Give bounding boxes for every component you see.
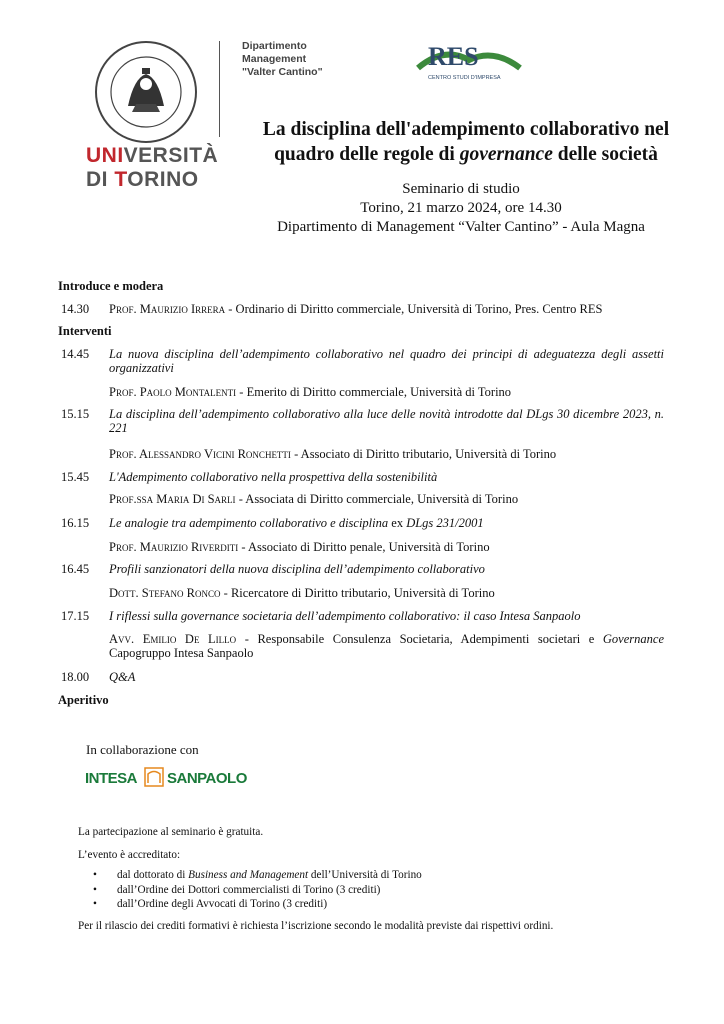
- res-logo: [414, 38, 524, 82]
- intro-heading: Introduce e modera: [58, 279, 164, 293]
- talk-speaker: Prof. Maurizio Riverditi - Associato di Diritto penale, Università di Torino: [109, 540, 490, 554]
- talk-speaker: Prof. Paolo Montalenti - Emerito di Diritto commerciale, Università di Torino: [109, 385, 512, 399]
- intro-speaker-row: Prof. Maurizio Irrera - Ordinario di Diritto commerciale, Università di Torino, Pres. Centro RES: [109, 302, 603, 316]
- university-seal-icon: [94, 40, 198, 144]
- talk-speaker: Prof.ssa Maria Di Sarli - Associata di Diritto commerciale, Università di Torino: [109, 492, 519, 506]
- logo-divider: [219, 41, 220, 137]
- talk-speaker: Prof. Alessandro Vicini Ronchetti - Associato di Diritto tributario, Università di Torino: [109, 447, 557, 461]
- list-item: • dall’Ordine degli Avvocati di Torino (3 crediti): [93, 898, 328, 910]
- talk-time: 15.15: [61, 407, 90, 421]
- qa-time: 18.00: [61, 670, 90, 684]
- intro-time: 14.30: [61, 302, 90, 316]
- talk-time: 16.15: [61, 516, 90, 530]
- aperitivo-heading: Aperitivo: [58, 693, 109, 707]
- intesa-text: INTESA: [85, 770, 138, 787]
- talk-time: 15.45: [61, 470, 90, 484]
- event-details: Seminario di studio Torino, 21 marzo 2024, ore 14.30 Dipartimento di Management “Valter Cantino” - Aula Magna: [277, 181, 645, 235]
- res-subtitle: CENTRO STUDI D'IMPRESA: [428, 75, 501, 81]
- talk-time: 16.45: [61, 562, 90, 576]
- free-participation: La partecipazione al seminario è gratuita.: [78, 826, 264, 838]
- credits-note: Per il rilascio dei crediti formativi è richiesta l’iscrizione secondo le modalità previste dai rispettivi ordini.: [78, 920, 554, 932]
- talk-title: L'Adempimento collaborativo nella prospettiva della sostenibilità: [109, 470, 438, 484]
- page-title: La disciplina dell'adempimento collaborativo nel quadro delle regole di governance delle società: [262, 119, 670, 165]
- talk-title: La disciplina dell’adempimento collaborativo alla luce delle novità introdotte dal DLgs 30 dicembre 2023, n. 221: [109, 407, 664, 435]
- talk-title: Profili sanzionatori della nuova disciplina dell’adempimento collaborativo: [109, 562, 485, 576]
- talk-time: 14.45: [61, 347, 90, 361]
- talk-speaker: Dott. Stefano Ronco - Ricercatore di Diritto tributario, Università di Torino: [109, 586, 495, 600]
- department-name: Dipartimento Management "Valter Cantino": [242, 40, 323, 78]
- university-wordmark: UNIVERSITÀ DI TORINO: [86, 144, 219, 191]
- talk-title: Le analogie tra adempimento collaborativo e disciplina ex DLgs 231/2001: [109, 516, 484, 530]
- list-item: • dal dottorato di Business and Management dell’Università di Torino: [93, 869, 422, 881]
- collaboration-label: In collaborazione con: [86, 742, 199, 757]
- accreditation-label: L’evento è accreditato:: [78, 849, 181, 861]
- talk-speaker: Avv. Emilio De Lillo - Responsabile Consulenza Societaria, Adempimenti societari e Governance Capogruppo Intesa Sanpaolo: [109, 632, 664, 660]
- intesa-sanpaolo-logo: [85, 766, 255, 788]
- qa-label: Q&A: [109, 670, 136, 684]
- talk-time: 17.15: [61, 609, 90, 623]
- interventi-heading: Interventi: [58, 324, 112, 338]
- talk-title: I riflessi sulla governance societaria dell’adempimento collaborativo: il caso Intesa Sanpaolo: [109, 609, 581, 623]
- talk-title: La nuova disciplina dell’adempimento collaborativo nel quadro dei principi di adeguatezza degli assetti organizzativi: [109, 347, 664, 375]
- list-item: • dall’Ordine dei Dottori commercialisti di Torino (3 crediti): [93, 884, 381, 896]
- sanpaolo-text: SANPAOLO: [167, 770, 247, 787]
- res-name: RES: [428, 42, 479, 71]
